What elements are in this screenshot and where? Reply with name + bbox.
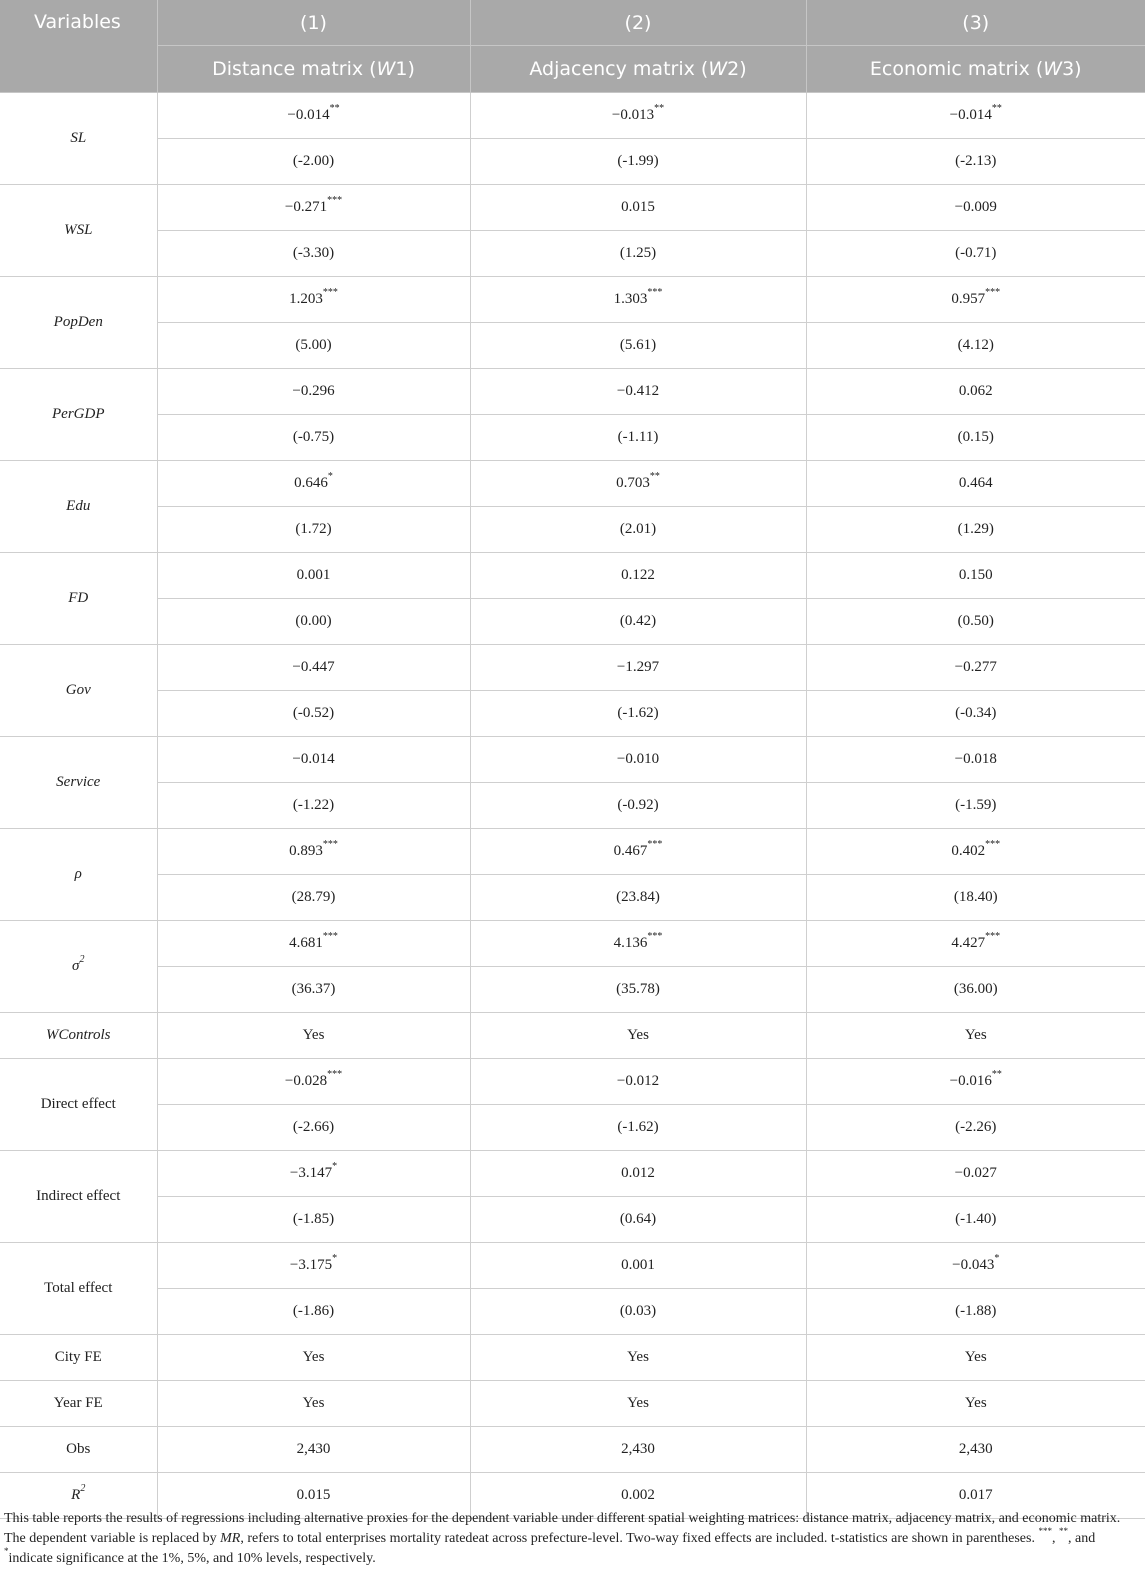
row-label-text: City FE <box>54 1349 102 1365</box>
coefficient-cell <box>806 1151 1145 1197</box>
coefficient-cell <box>157 461 470 507</box>
t-statistic-cell: (-1.99) <box>470 139 806 185</box>
coefficient-value: −0.009 <box>954 199 997 215</box>
significance-stars: *** <box>985 839 1001 850</box>
table-row-tstat <box>0 1197 1145 1243</box>
t-statistic-cell: (-2.13) <box>806 139 1145 185</box>
table-row-coefficient <box>0 737 1145 783</box>
value-cell: Yes <box>806 1381 1145 1427</box>
value-cell: Yes <box>806 1013 1145 1059</box>
value-cell: 0.017 <box>806 1473 1145 1519</box>
coefficient-value: 0.015 <box>621 199 655 215</box>
coefficient-value: 0.150 <box>958 567 993 583</box>
table-row-coefficient <box>0 553 1145 599</box>
table-row-tstat <box>0 415 1145 461</box>
table-row-coefficient <box>0 921 1145 967</box>
t-statistic-cell: (0.42) <box>470 599 806 645</box>
significance-stars: *** <box>327 195 343 206</box>
row-label-text: SL <box>70 130 87 146</box>
header-col3-number: (3) <box>806 0 1145 46</box>
table-row-tstat <box>0 231 1145 277</box>
coefficient-value: 0.001 <box>621 1257 655 1273</box>
t-statistic-cell: (-2.00) <box>157 139 470 185</box>
row-label <box>0 645 157 737</box>
row-label-text: Year FE <box>53 1395 103 1411</box>
coefficient-value: −0.016 <box>949 1073 992 1089</box>
row-label <box>0 461 157 553</box>
coefficient-value: 1.303 <box>613 291 648 307</box>
t-statistic-cell: (2.01) <box>470 507 806 553</box>
coefficient-value: 0.957 <box>951 291 986 307</box>
coefficient-value: 0.122 <box>621 567 655 583</box>
row-label-text: Edu <box>66 498 91 514</box>
table-row-tstat <box>0 1105 1145 1151</box>
table-row-tstat <box>0 691 1145 737</box>
coefficient-value: −3.147 <box>289 1165 333 1181</box>
t-statistic-cell: (0.50) <box>806 599 1145 645</box>
value-cell: Yes <box>806 1335 1145 1381</box>
t-statistic-cell: (-0.75) <box>157 415 470 461</box>
row-label <box>0 185 157 277</box>
coefficient-cell <box>806 645 1145 691</box>
t-statistic-cell: (35.78) <box>470 967 806 1013</box>
t-statistic-cell: (1.29) <box>806 507 1145 553</box>
coefficient-cell <box>157 1151 470 1197</box>
table-row-coefficient <box>0 645 1145 691</box>
header-col1-number: (1) <box>157 0 470 46</box>
coefficient-cell <box>470 1243 806 1289</box>
coefficient-cell <box>470 93 806 139</box>
table-row-coefficient <box>0 461 1145 507</box>
row-label <box>0 369 157 461</box>
coefficient-value: −0.010 <box>616 751 660 767</box>
t-statistic-cell: (-3.30) <box>157 231 470 277</box>
t-statistic-cell: (0.03) <box>470 1289 806 1335</box>
t-statistic-cell: (4.12) <box>806 323 1145 369</box>
t-statistic-cell: (1.72) <box>157 507 470 553</box>
coefficient-cell <box>806 1059 1145 1105</box>
table-note: This table reports the results of regressions including alternative proxies for the dependent variable under different spatial weighting matrices: distance matrix, adjacency matrix, and economic matrix. The dependent variable is replaced by MR, refers to total enterprises mortality ratedeat across prefecture-level. Two-way fixed effects are included. t-statistics are shown in parentheses. ***, **, and *indicate significance at the 1%, 5%, and 10% levels, respectively. <box>4 1511 1121 1566</box>
t-statistic-cell: (36.37) <box>157 967 470 1013</box>
row-label-text: R <box>71 1487 81 1503</box>
coefficient-cell <box>470 921 806 967</box>
t-statistic-cell: (-1.59) <box>806 783 1145 829</box>
coefficient-value: 0.703 <box>616 475 650 491</box>
value-cell: 0.015 <box>157 1473 470 1519</box>
coefficient-value: −0.014 <box>292 751 335 767</box>
significance-stars: * <box>994 1253 1000 1264</box>
coefficient-value: −0.014 <box>949 107 992 123</box>
coefficient-cell <box>470 1151 806 1197</box>
coefficient-value: −3.175 <box>289 1257 333 1273</box>
row-label <box>0 93 157 185</box>
coefficient-cell <box>806 461 1145 507</box>
coefficient-cell <box>806 1243 1145 1289</box>
table-row-coefficient <box>0 829 1145 875</box>
significance-stars: *** <box>985 287 1001 298</box>
value-cell: Yes <box>157 1013 470 1059</box>
t-statistic-cell: (5.61) <box>470 323 806 369</box>
coefficient-value: −0.028 <box>284 1073 328 1089</box>
header-col1-name: Distance matrix (W1) <box>157 46 470 93</box>
t-statistic-cell: (-0.52) <box>157 691 470 737</box>
row-label-text: Total effect <box>44 1280 113 1296</box>
value-cell: 2,430 <box>157 1427 470 1473</box>
t-statistic-cell: (-1.88) <box>806 1289 1145 1335</box>
significance-stars: *** <box>647 931 663 942</box>
coefficient-value: 4.427 <box>951 935 986 951</box>
table-header <box>0 0 1145 93</box>
row-label <box>0 737 157 829</box>
coefficient-cell <box>806 737 1145 783</box>
coefficient-cell <box>157 185 470 231</box>
row-label-text: Indirect effect <box>36 1188 121 1204</box>
coefficient-value: −0.013 <box>611 107 655 123</box>
significance-stars: *** <box>985 931 1001 942</box>
coefficient-value: −0.447 <box>292 659 335 675</box>
coefficient-cell <box>470 553 806 599</box>
coefficient-cell <box>470 829 806 875</box>
value-cell: Yes <box>157 1335 470 1381</box>
row-label-text: WControls <box>46 1027 111 1043</box>
row-label-text: Obs <box>66 1441 91 1457</box>
t-statistic-cell: (-1.86) <box>157 1289 470 1335</box>
row-label-text: Gov <box>65 682 91 698</box>
t-statistic-cell: (-1.40) <box>806 1197 1145 1243</box>
t-statistic-cell: (-0.34) <box>806 691 1145 737</box>
table-row-coefficient <box>0 185 1145 231</box>
table-row-tstat <box>0 139 1145 185</box>
coefficient-value: −0.018 <box>954 751 997 767</box>
value-cell: Yes <box>470 1381 806 1427</box>
table-row <box>0 1427 1145 1473</box>
table-row-coefficient <box>0 277 1145 323</box>
label-superscript: 2 <box>79 954 85 965</box>
t-statistic-cell: (-0.92) <box>470 783 806 829</box>
row-label-text: WSL <box>64 222 93 238</box>
coefficient-cell <box>470 737 806 783</box>
coefficient-value: 0.464 <box>958 475 993 491</box>
coefficient-value: −0.296 <box>292 383 335 399</box>
coefficient-value: 0.646 <box>294 475 328 491</box>
coefficient-cell <box>470 1059 806 1105</box>
t-statistic-cell: (-1.85) <box>157 1197 470 1243</box>
table-row-coefficient <box>0 1243 1145 1289</box>
coefficient-cell <box>157 1059 470 1105</box>
t-statistic-cell: (-2.66) <box>157 1105 470 1151</box>
row-label-text: σ <box>72 958 80 974</box>
coefficient-cell <box>157 645 470 691</box>
significance-stars: * <box>332 1253 338 1264</box>
coefficient-cell <box>157 369 470 415</box>
coefficient-value: 4.681 <box>289 935 323 951</box>
row-label-text: PopDen <box>53 314 103 330</box>
row-label <box>0 1059 157 1151</box>
table-body <box>0 93 1145 1519</box>
coefficient-value: 1.203 <box>289 291 323 307</box>
row-label <box>0 1243 157 1335</box>
significance-stars: ** <box>991 103 1002 114</box>
t-statistic-cell: (-1.62) <box>470 1105 806 1151</box>
coefficient-value: 0.893 <box>289 843 323 859</box>
coefficient-value: −0.014 <box>287 107 330 123</box>
coefficient-cell <box>157 553 470 599</box>
table-row-tstat <box>0 875 1145 921</box>
t-statistic-cell: (1.25) <box>470 231 806 277</box>
coefficient-cell <box>806 921 1145 967</box>
row-label <box>0 277 157 369</box>
t-statistic-cell: (0.15) <box>806 415 1145 461</box>
t-statistic-cell: (-2.26) <box>806 1105 1145 1151</box>
coefficient-value: 0.062 <box>958 383 993 399</box>
table-row-tstat <box>0 599 1145 645</box>
coefficient-cell <box>157 921 470 967</box>
coefficient-value: 0.001 <box>296 567 331 583</box>
coefficient-cell <box>157 277 470 323</box>
table-row-tstat <box>0 323 1145 369</box>
coefficient-cell <box>470 461 806 507</box>
coefficient-cell <box>806 553 1145 599</box>
header-col3-name: Economic matrix (W3) <box>806 46 1145 93</box>
coefficient-value: −0.271 <box>284 199 328 215</box>
coefficient-value: 0.402 <box>951 843 986 859</box>
row-label <box>0 553 157 645</box>
t-statistic-cell: (18.40) <box>806 875 1145 921</box>
row-label-text: Service <box>56 774 101 790</box>
table-row-coefficient <box>0 369 1145 415</box>
header-col2-name: Adjacency matrix (W2) <box>470 46 806 93</box>
row-label <box>0 1381 157 1427</box>
significance-stars: ** <box>649 471 660 482</box>
value-cell: 2,430 <box>806 1427 1145 1473</box>
value-cell: Yes <box>470 1335 806 1381</box>
significance-stars: ** <box>991 1069 1002 1080</box>
coefficient-value: 0.012 <box>621 1165 655 1181</box>
row-label-text: ρ <box>74 866 82 882</box>
coefficient-cell <box>470 369 806 415</box>
coefficient-cell <box>806 185 1145 231</box>
coefficient-cell <box>157 93 470 139</box>
row-label <box>0 1427 157 1473</box>
row-label-text: Direct effect <box>40 1096 116 1112</box>
significance-stars: *** <box>322 839 338 850</box>
coefficient-value: 0.467 <box>613 843 648 859</box>
table-row-coefficient <box>0 1059 1145 1105</box>
t-statistic-cell: (28.79) <box>157 875 470 921</box>
significance-stars: ** <box>329 103 340 114</box>
coefficient-value: −0.412 <box>616 383 660 399</box>
row-label-text: PerGDP <box>52 406 105 422</box>
value-cell: 0.002 <box>470 1473 806 1519</box>
row-label-text: FD <box>68 590 89 606</box>
table-row-tstat <box>0 1289 1145 1335</box>
header-variables: Variables <box>0 0 157 93</box>
significance-stars: *** <box>647 287 663 298</box>
t-statistic-cell: (-1.22) <box>157 783 470 829</box>
row-label <box>0 921 157 1013</box>
t-statistic-cell: (5.00) <box>157 323 470 369</box>
significance-stars: *** <box>327 1069 343 1080</box>
significance-stars: *** <box>647 839 663 850</box>
table-row-tstat <box>0 507 1145 553</box>
t-statistic-cell: (0.64) <box>470 1197 806 1243</box>
row-label <box>0 1013 157 1059</box>
table-row-coefficient <box>0 1151 1145 1197</box>
coefficient-value: −0.277 <box>954 659 997 675</box>
significance-stars: *** <box>322 931 338 942</box>
table-row <box>0 1013 1145 1059</box>
value-cell: Yes <box>157 1381 470 1427</box>
coefficient-cell <box>157 829 470 875</box>
value-cell: Yes <box>470 1013 806 1059</box>
t-statistic-cell: (23.84) <box>470 875 806 921</box>
coefficient-cell <box>157 1243 470 1289</box>
value-cell: 2,430 <box>470 1427 806 1473</box>
significance-stars: *** <box>322 287 338 298</box>
coefficient-cell <box>157 737 470 783</box>
coefficient-value: 4.136 <box>613 935 648 951</box>
coefficient-cell <box>806 369 1145 415</box>
coefficient-cell <box>470 645 806 691</box>
significance-stars: * <box>327 471 333 482</box>
coefficient-cell <box>806 93 1145 139</box>
row-label <box>0 829 157 921</box>
t-statistic-cell: (-0.71) <box>806 231 1145 277</box>
table-row-tstat <box>0 783 1145 829</box>
coefficient-value: −0.043 <box>952 1257 995 1273</box>
coefficient-cell <box>470 185 806 231</box>
t-statistic-cell: (0.00) <box>157 599 470 645</box>
coefficient-cell <box>806 277 1145 323</box>
t-statistic-cell: (-1.62) <box>470 691 806 737</box>
header-col2-number: (2) <box>470 0 806 46</box>
table-row <box>0 1335 1145 1381</box>
significance-stars: * <box>332 1161 338 1172</box>
t-statistic-cell: (-1.11) <box>470 415 806 461</box>
coefficient-cell <box>470 277 806 323</box>
coefficient-cell <box>806 829 1145 875</box>
table-row <box>0 1381 1145 1427</box>
coefficient-value: −1.297 <box>616 659 660 675</box>
coefficient-value: −0.027 <box>954 1165 997 1181</box>
row-label <box>0 1151 157 1243</box>
row-label <box>0 1335 157 1381</box>
t-statistic-cell: (36.00) <box>806 967 1145 1013</box>
coefficient-value: −0.012 <box>616 1073 660 1089</box>
table-row-coefficient <box>0 93 1145 139</box>
label-superscript: 2 <box>80 1483 86 1494</box>
significance-stars: ** <box>654 103 665 114</box>
table-row-tstat <box>0 967 1145 1013</box>
